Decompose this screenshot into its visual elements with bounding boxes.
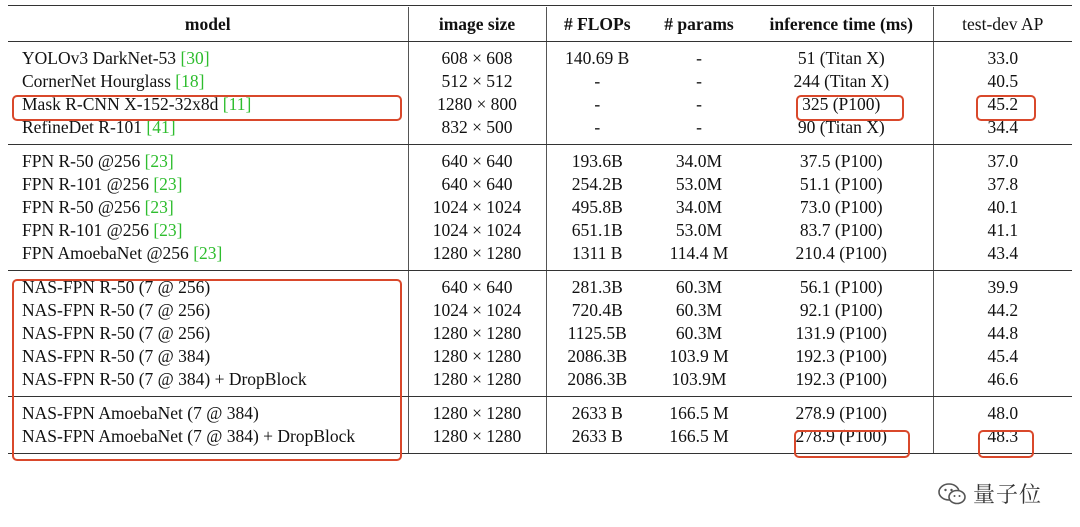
- cell-image-size: 1280 × 800: [408, 93, 546, 116]
- cell-flops: 495.8B: [546, 196, 648, 219]
- cell-params: 60.3M: [675, 300, 723, 320]
- cell-model: [8, 145, 408, 174]
- cell-flops: 1311 B: [546, 242, 648, 271]
- cell-flops: 254.2B: [546, 173, 648, 196]
- cell-model: [8, 219, 408, 242]
- cell-ap: 37.0: [933, 145, 1072, 174]
- cell-ap: 46.6: [933, 368, 1072, 397]
- cell-params: 34.0M: [675, 197, 723, 217]
- table-row: [8, 397, 1072, 426]
- cell-image-size: 1280 × 1280: [408, 345, 546, 368]
- cell-flops: 2086.3B: [546, 345, 648, 368]
- reference-link[interactable]: [41]: [146, 117, 176, 137]
- table-row: [8, 299, 1072, 322]
- cell-flops: -: [546, 116, 648, 145]
- cell-image-size: 608 × 608: [408, 42, 546, 71]
- table-row: [8, 70, 1072, 93]
- model-name: Mask R-CNN X-152-32x8d: [22, 94, 223, 114]
- results-table-wrapper: [8, 7, 1072, 454]
- cell-flops: 193.6B: [546, 145, 648, 174]
- cell-params: -: [648, 116, 750, 145]
- cell-image-size: 1280 × 1280: [408, 322, 546, 345]
- model-name: NAS-FPN R-50 (7 @ 256): [22, 323, 211, 343]
- cell-flops: 281.3B: [546, 271, 648, 300]
- reference-link[interactable]: [23]: [144, 197, 174, 217]
- cell-inference: 244 (Titan X): [793, 71, 890, 91]
- cell-model: [8, 271, 408, 300]
- model-name: RefineDet R-101: [22, 117, 147, 137]
- cell-inference: 83.7 (P100): [799, 220, 883, 240]
- cell-flops: 2633 B: [546, 397, 648, 426]
- table-row: [8, 173, 1072, 196]
- cell-flops: 2633 B: [546, 425, 648, 454]
- cell-ap: 44.8: [933, 322, 1072, 345]
- cell-flops: -: [546, 70, 648, 93]
- reference-link[interactable]: [11]: [222, 94, 252, 114]
- cell-inference: 131.9 (P100): [795, 323, 887, 343]
- cell-image-size: 1280 × 1280: [408, 397, 546, 426]
- cell-ap: 45.2: [933, 93, 1072, 116]
- cell-params: -: [696, 94, 702, 114]
- model-name: YOLOv3 DarkNet-53: [22, 48, 181, 68]
- cell-params: -: [696, 48, 702, 68]
- cell-model: [8, 242, 408, 271]
- cell-image-size: 832 × 500: [408, 116, 546, 145]
- cell-params: 166.5 M: [648, 425, 750, 454]
- cell-inference: 37.5 (P100): [799, 151, 883, 171]
- cell-image-size: 640 × 640: [408, 173, 546, 196]
- cell-image-size: 512 × 512: [408, 70, 546, 93]
- cell-ap: 45.4: [933, 345, 1072, 368]
- header-flops: # FLOPs: [546, 7, 648, 42]
- cell-ap: 48.3: [933, 425, 1072, 454]
- cell-image-size: 1280 × 1280: [408, 425, 546, 454]
- cell-flops: 1125.5B: [546, 322, 648, 345]
- cell-flops: 2086.3B: [546, 368, 648, 397]
- reference-link[interactable]: [23]: [193, 243, 223, 263]
- model-name: FPN R-50 @256: [22, 151, 145, 171]
- cell-inference: 92.1 (P100): [799, 300, 883, 320]
- cell-params: 103.9M: [648, 368, 750, 397]
- cell-params: 53.0M: [675, 174, 723, 194]
- model-name: FPN R-101 @256: [22, 174, 154, 194]
- table-row: [8, 345, 1072, 368]
- cell-inference: 90 (Titan X): [750, 116, 933, 145]
- cell-inference: 192.3 (P100): [750, 368, 933, 397]
- cell-params: 166.5 M: [669, 403, 729, 423]
- cell-inference: 73.0 (P100): [799, 197, 883, 217]
- model-name: NAS-FPN AmoebaNet (7 @ 384): [22, 403, 259, 423]
- cell-model: [8, 397, 408, 426]
- table-row: [8, 116, 1072, 145]
- table-row: [8, 219, 1072, 242]
- cell-ap: 40.1: [933, 196, 1072, 219]
- cell-inference: 51 (Titan X): [797, 48, 885, 68]
- cell-model: [8, 368, 408, 397]
- cell-inference: 278.9 (P100): [750, 425, 933, 454]
- header-model: model: [8, 7, 408, 42]
- cell-flops: 720.4B: [546, 299, 648, 322]
- wechat-icon: [937, 481, 967, 507]
- cell-ap: 37.8: [933, 173, 1072, 196]
- cell-model: [8, 322, 408, 345]
- cell-model: [8, 425, 408, 454]
- cell-model: [8, 196, 408, 219]
- table-row: [8, 271, 1072, 300]
- header-params: # params: [648, 7, 750, 42]
- cell-ap: 40.5: [933, 70, 1072, 93]
- model-name: NAS-FPN R-50 (7 @ 384) + DropBlock: [22, 369, 307, 389]
- cell-model: [8, 42, 408, 71]
- table-row: [8, 368, 1072, 397]
- table-body: [8, 42, 1072, 454]
- cell-ap: 44.2: [933, 299, 1072, 322]
- cell-image-size: 1024 × 1024: [408, 219, 546, 242]
- table-row: [8, 322, 1072, 345]
- reference-link[interactable]: [23]: [153, 220, 183, 240]
- cell-model: [8, 116, 408, 145]
- cell-params: 114.4 M: [648, 242, 750, 271]
- table-row: [8, 42, 1072, 71]
- cell-ap: 39.9: [933, 271, 1072, 300]
- cell-ap: 41.1: [933, 219, 1072, 242]
- cell-params: 60.3M: [675, 277, 723, 297]
- model-name: CornerNet Hourglass: [22, 71, 176, 91]
- cell-ap: 34.4: [933, 116, 1072, 145]
- cell-image-size: 1024 × 1024: [408, 196, 546, 219]
- cell-model: [8, 173, 408, 196]
- cell-image-size: 640 × 640: [408, 145, 546, 174]
- cell-model: [8, 70, 408, 93]
- cell-inference: 210.4 (P100): [750, 242, 933, 271]
- cell-flops: 140.69 B: [546, 42, 648, 71]
- watermark: [937, 478, 1042, 509]
- model-name: NAS-FPN AmoebaNet (7 @ 384) + DropBlock: [22, 426, 356, 446]
- header-image-size: image size: [408, 7, 546, 42]
- cell-flops: 651.1B: [546, 219, 648, 242]
- cell-flops: -: [546, 93, 648, 116]
- cell-model: [8, 345, 408, 368]
- cell-ap: 48.0: [933, 397, 1072, 426]
- cell-params: 34.0M: [675, 151, 723, 171]
- cell-ap: 43.4: [933, 242, 1072, 271]
- table-row: [8, 425, 1072, 454]
- reference-link[interactable]: [23]: [153, 174, 183, 194]
- results-table: [8, 7, 1072, 454]
- cell-image-size: 1280 × 1280: [408, 242, 546, 271]
- model-name: FPN AmoebaNet @256: [22, 243, 194, 263]
- cell-inference: 192.3 (P100): [795, 346, 887, 366]
- cell-params: 60.3M: [675, 323, 723, 343]
- model-name: FPN R-101 @256: [22, 220, 154, 240]
- reference-link[interactable]: [23]: [144, 151, 174, 171]
- table-row: [8, 93, 1072, 116]
- model-name: NAS-FPN R-50 (7 @ 384): [22, 346, 211, 366]
- cell-image-size: 640 × 640: [408, 271, 546, 300]
- header-ap: test-dev AP: [933, 7, 1072, 42]
- cell-image-size: 1024 × 1024: [408, 299, 546, 322]
- table-row: [8, 145, 1072, 174]
- table-row: [8, 242, 1072, 271]
- table-row: [8, 196, 1072, 219]
- cell-model: [8, 299, 408, 322]
- cell-image-size: 1280 × 1280: [408, 368, 546, 397]
- cell-model: [8, 93, 408, 116]
- watermark-text: 量子位: [972, 483, 1042, 508]
- table-top-rule: [8, 5, 1072, 6]
- cell-params: 103.9 M: [669, 346, 729, 366]
- cell-params: -: [696, 71, 702, 91]
- reference-link[interactable]: [30]: [180, 48, 210, 68]
- cell-inference: 278.9 (P100): [795, 403, 887, 423]
- reference-link[interactable]: [18]: [175, 71, 205, 91]
- cell-ap: 33.0: [933, 42, 1072, 71]
- header-inference: inference time (ms): [750, 7, 933, 42]
- table-header-row: [8, 7, 1072, 42]
- cell-params: 53.0M: [675, 220, 723, 240]
- cell-inference: 325 (P100): [802, 94, 881, 114]
- cell-inference: 56.1 (P100): [799, 277, 883, 297]
- model-name: NAS-FPN R-50 (7 @ 256): [22, 300, 211, 320]
- model-name: NAS-FPN R-50 (7 @ 256): [22, 277, 211, 297]
- model-name: FPN R-50 @256: [22, 197, 145, 217]
- cell-inference: 51.1 (P100): [799, 174, 883, 194]
